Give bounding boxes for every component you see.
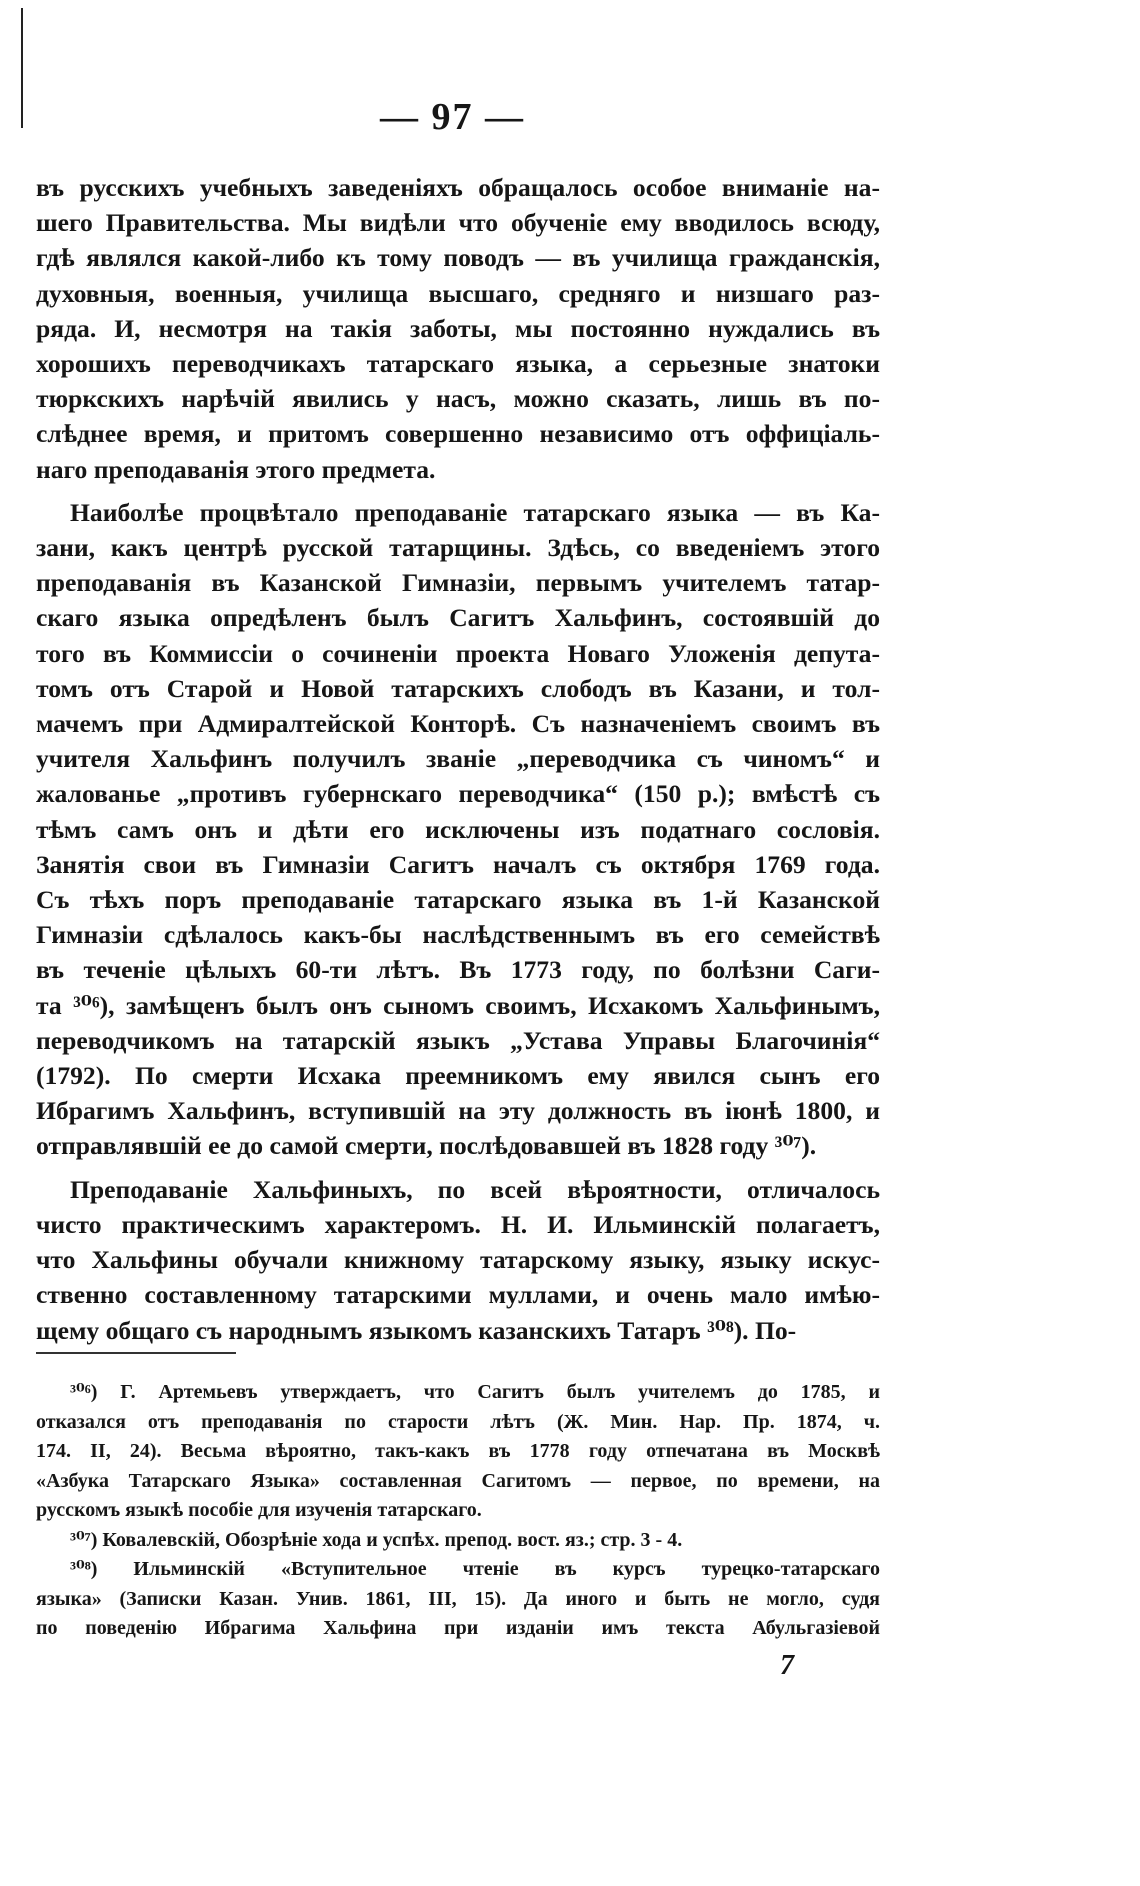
footnote: [36, 1555, 880, 1644]
text-line: хорошихъ переводчикахъ татарскаго языка, а серьезные знатоки: [36, 349, 880, 379]
text-line: Преподаваніе Хальфиныхъ, по всей вѣроятности, отличалось: [70, 1174, 880, 1204]
footnote: [36, 1526, 880, 1556]
paragraph-gap: [36, 487, 880, 495]
signature-mark: 7: [780, 1650, 794, 1681]
text-line: скаго языка опредѣленъ былъ Сагитъ Хальфинъ, состоявшій до: [36, 603, 880, 633]
text-line: чисто практическимъ характеромъ. Н. И. Ильминскій полагаетъ,: [36, 1209, 880, 1239]
text-line: преподаванія въ Казанской Гимназіи, первымъ учителемъ татар-: [36, 568, 880, 598]
footnote-divider: [36, 1352, 236, 1354]
footnote-line: русскомъ языкѣ пособіе для изученія татарскаго.: [36, 1499, 482, 1521]
text-line: тѣмъ самъ онъ и дѣти его исключены изъ податнаго сословія.: [36, 814, 880, 844]
paragraph-gap: [36, 1164, 880, 1172]
footnotes: [36, 1378, 880, 1644]
footnote-line: ³⁰⁷) Ковалевскій, Обозрѣніе хода и успѣх. препод. вост. яз.; стр. 3 - 4.: [70, 1528, 683, 1551]
footnote-line: языка» (Записки Казан. Унив. 1861, III, 15). Да иного и быть не могло, судя: [36, 1587, 880, 1610]
footnote-line: 174. II, 24). Весьма вѣроятно, такъ-какъ въ 1778 году отпечатана въ Москвѣ: [36, 1440, 880, 1462]
text-line: Ибрагимъ Хальфинъ, вступившій на эту должность въ іюнѣ 1800, и: [36, 1096, 880, 1126]
text-line: въ русскихъ учебныхъ заведеніяхъ обращалось особое вниманіе на-: [36, 173, 880, 202]
text-line: та ³⁰⁶), замѣщенъ былъ онъ сыномъ своимъ, Исхакомъ Хальфинымъ,: [36, 990, 880, 1020]
footnote: [36, 1378, 880, 1526]
text-line: переводчикомъ на татарскій языкъ „Устава Управы Благочинія“: [36, 1025, 880, 1055]
text-line: наго преподаванія этого предмета.: [36, 454, 436, 484]
body-text: [36, 170, 880, 1348]
paragraph: [36, 170, 880, 487]
text-line: Гимназіи сдѣлалось какъ-бы наслѣдственнымъ въ его семействѣ: [36, 920, 880, 950]
text-line: ственно составленному татарскими муллами, и очень мало имѣю-: [36, 1280, 880, 1310]
page-edge-line: [21, 8, 23, 128]
paragraph: [36, 1172, 880, 1348]
text-line: слѣднее время, и притомъ совершенно независимо отъ оффиціаль-: [36, 419, 880, 449]
text-line: отправлявшій ее до самой смерти, послѣдовавшей въ 1828 году ³⁰⁷).: [36, 1131, 817, 1161]
text-line: что Хальфины обучали книжному татарскому языку, языку искус-: [36, 1245, 880, 1275]
footnote-line: по поведенію Ибрагима Хальфина при изданіи имъ текста Абульгазіевой: [36, 1617, 880, 1639]
text-line: ряда. И, несмотря на такія заботы, мы постоянно нуждались въ: [36, 313, 880, 343]
text-line: въ теченіе цѣлыхъ 60-ти лѣтъ. Въ 1773 году, по болѣзни Саги-: [36, 955, 880, 985]
text-line: учителя Хальфинъ получилъ званіе „переводчика съ чиномъ“ и: [36, 744, 880, 774]
footnote-line: «Азбука Татарскаго Языка» составленная Сагитомъ — первое, по времени, на: [36, 1469, 880, 1492]
text-line: шего Правительства. Мы видѣли что обученіе ему вводилось всюду,: [36, 208, 880, 238]
footnote-line: ³⁰⁸) Ильминскій «Вступительное чтеніе въ курсъ турецко-татарскаго: [70, 1558, 880, 1580]
text-line: тюркскихъ нарѣчій явились у насъ, можно сказать, лишь въ по-: [36, 384, 880, 414]
text-line: мачемъ при Адмиралтейской Конторѣ. Съ назначеніемъ своимъ въ: [36, 709, 880, 739]
text-line: зани, какъ центрѣ русской татарщины. Здѣсь, со введеніемъ этого: [36, 533, 880, 563]
text-line: томъ отъ Старой и Новой татарскихъ слободъ въ Казани, и тол-: [36, 673, 880, 703]
text-line: того въ Коммиссіи о сочиненіи проекта Новаго Уложенія депута-: [36, 638, 880, 668]
text-line: Съ тѣхъ поръ преподаваніе татарскаго языка въ 1-й Казанской: [36, 885, 880, 915]
text-line: Наиболѣе процвѣтало преподаваніе татарскаго языка — въ Ка-: [70, 497, 880, 527]
paragraph: [36, 495, 880, 1164]
page-number: — 97 —: [380, 96, 525, 138]
text-line: гдѣ являлся какой-либо къ тому поводъ — въ училища гражданскія,: [36, 243, 880, 273]
footnote-line: ³⁰⁶) Г. Артемьевъ утверждаетъ, что Сагитъ былъ учителемъ до 1785, и: [70, 1381, 880, 1403]
text-line: щему общаго съ народнымъ языкомъ казанскихъ Татаръ ³⁰⁸). По-: [36, 1315, 797, 1345]
text-line: (1792). По смерти Исхака преемникомъ ему явился сынъ его: [36, 1061, 880, 1091]
text-line: Занятія свои въ Гимназіи Сагитъ началъ съ октября 1769 года.: [36, 849, 880, 879]
text-line: духовныя, военныя, училища высшаго, средняго и низшаго раз-: [36, 278, 880, 308]
text-line: жалованье „противъ губернскаго переводчика“ (150 р.); вмѣстѣ съ: [36, 779, 880, 809]
footnote-line: отказался отъ преподаванія по старости лѣтъ (Ж. Мин. Нар. Пр. 1874, ч.: [36, 1410, 880, 1433]
